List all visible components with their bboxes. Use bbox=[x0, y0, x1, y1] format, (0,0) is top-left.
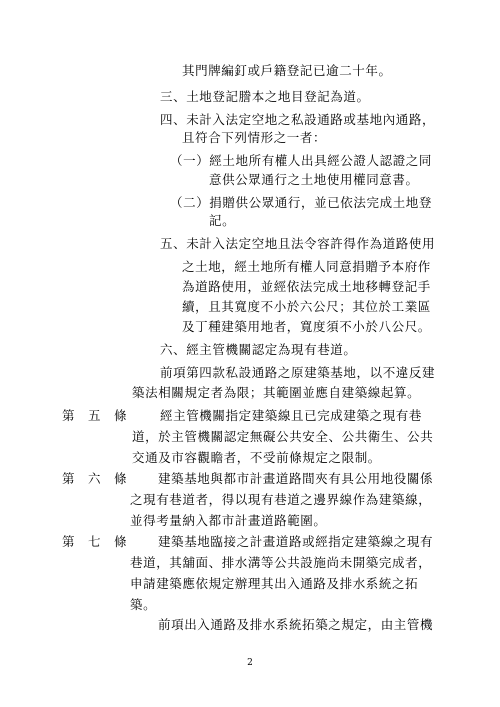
text-line: 道，於主管機關認定無礙公共安全、公共衛生、公共 bbox=[132, 429, 434, 444]
article-prefix: 第 bbox=[62, 534, 75, 549]
text-line: 並得考量納入都市計畫道路範圍。 bbox=[130, 513, 327, 528]
text-line: 交通及市容觀瞻者，不受前條規定之限制。 bbox=[132, 450, 381, 465]
text-line: 續，且其寬度不小於六公尺；其位於工業區 bbox=[182, 299, 431, 314]
text-line: 及丁種建築用地者，寬度須不小於八公尺。 bbox=[182, 319, 431, 334]
sub-item-2: （二）捐贈供公眾通行，並已依法完成土地登 bbox=[170, 195, 433, 210]
text-line: 之土地，經土地所有權人同意捐贈予本府作 bbox=[182, 259, 431, 274]
article-suffix: 條 bbox=[114, 471, 127, 486]
text-line: 且符合下列情形之一者： bbox=[182, 130, 327, 145]
list-item-5: 五、未計入法定空地且法令容許得作為道路使用 bbox=[160, 236, 436, 251]
paragraph-line: 前項出入通路及排水系統拓築之規定，由主管機 bbox=[158, 617, 434, 632]
article-number: 六 bbox=[88, 471, 101, 486]
list-item-3: 三、土地登記謄本之地目登記為道。 bbox=[160, 89, 370, 104]
text-line: 巷道，其舖面、排水溝等公共設施尚未開築完成者， bbox=[130, 555, 432, 570]
sub-item-1: （一）經土地所有權人出具經公證人認證之同 bbox=[170, 153, 433, 168]
list-item-4: 四、未計入法定空地之私設通路或基地內通路， bbox=[160, 112, 436, 127]
article-7-text: 建築基地臨接之計畫道路或經指定建築線之現有 bbox=[158, 534, 434, 549]
article-prefix: 第 bbox=[62, 408, 75, 423]
article-suffix: 條 bbox=[114, 408, 127, 423]
paragraph-line: 前項第四款私設通路之原建築基地，以不違反建 bbox=[160, 365, 436, 380]
article-5-text: 經主管機關指定建築線且已完成建築之現有巷 bbox=[160, 408, 423, 423]
paragraph-line: 築法相關規定者為限；其範圍並應自建築線起算。 bbox=[132, 385, 421, 400]
text-line: 之現有巷道者，得以現有巷道之邊界線作為建築線， bbox=[130, 492, 432, 507]
text-line: 其門牌編釘或戶籍登記已逾二十年。 bbox=[182, 63, 392, 78]
text-line: 為道路使用，並經依法完成土地移轉登記手 bbox=[182, 279, 431, 294]
article-prefix: 第 bbox=[62, 471, 75, 486]
article-6-text: 建築基地與都市計畫道路間夾有具公用地役關係 bbox=[158, 471, 434, 486]
article-suffix: 條 bbox=[114, 534, 127, 549]
list-item-6: 六、經主管機關認定為現有巷道。 bbox=[160, 342, 357, 357]
text-line: 築。 bbox=[130, 597, 157, 612]
text-line: 意供公眾通行之土地使用權同意書。 bbox=[209, 172, 419, 187]
text-line: 記。 bbox=[209, 213, 236, 228]
article-number: 五 bbox=[88, 408, 101, 423]
page-number: 2 bbox=[247, 658, 253, 668]
article-number: 七 bbox=[88, 534, 101, 549]
text-line: 申請建築應依規定辦理其出入通路及排水系統之拓 bbox=[130, 576, 419, 591]
